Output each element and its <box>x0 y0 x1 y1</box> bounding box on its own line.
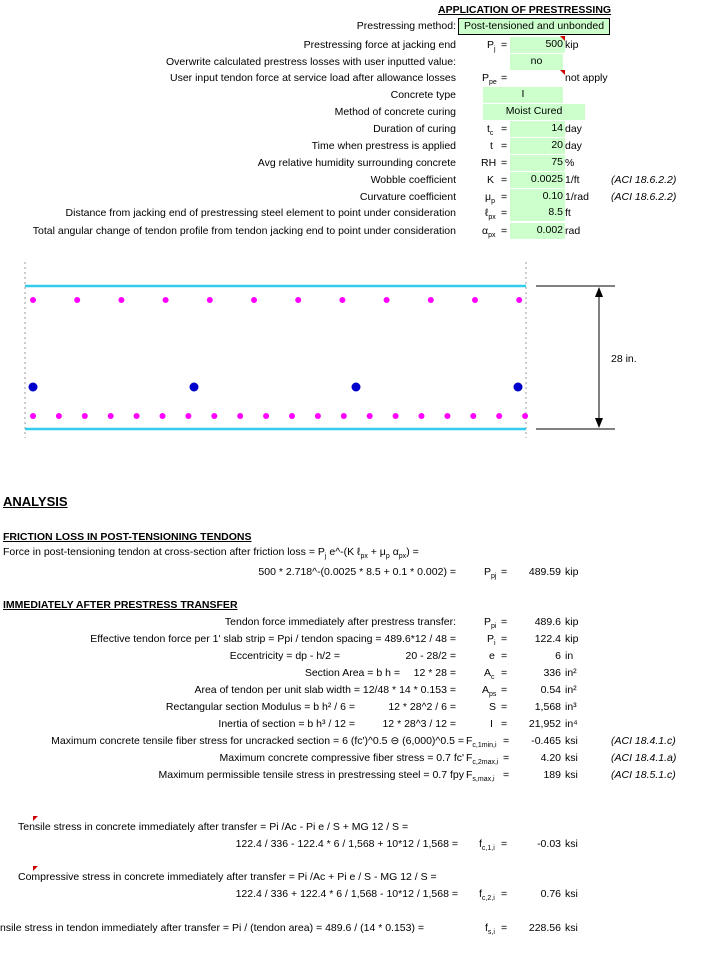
value-eccentricity: 6 <box>555 650 561 662</box>
unit-ksi: ksi <box>565 838 578 850</box>
value-aps: 0.54 <box>540 684 561 696</box>
label-user-tendon-force: User input tendon force at service load after allowance losses <box>170 72 456 84</box>
friction-calculation: 500 * 2.718^-(0.0025 * 8.5 + 0.1 * 0.002) = <box>258 566 456 578</box>
transfer-section-title: IMMEDIATELY AFTER PRESTRESS TRANSFER <box>3 599 238 611</box>
bottom-strand-dot <box>522 413 528 419</box>
unit-kip: kip <box>565 633 579 645</box>
expr-section-modulus: 12 * 28^2 / 6 = <box>388 701 456 713</box>
equals-sign: = <box>501 140 508 152</box>
equals-sign: = <box>501 174 508 186</box>
unit-percent: % <box>565 157 575 169</box>
top-strand-dot <box>251 297 257 303</box>
value-fsmax: 189 <box>543 769 561 781</box>
symbol-ppj: $P_{pj}$ <box>484 566 497 581</box>
symbol-s: S <box>489 701 497 713</box>
label-prestressing-method: Prestressing method: <box>356 20 456 32</box>
top-strand-dot <box>295 297 301 303</box>
symbol-pj: $P_j$ <box>487 39 496 54</box>
symbol-t: t <box>490 140 493 152</box>
symbol-fc2max: $F_{c,2max,i}$ <box>466 752 499 767</box>
dimension-label: 28 in. <box>611 353 637 365</box>
overwrite-losses-dropdown[interactable]: no <box>510 54 563 70</box>
friction-section-title: FRICTION LOSS IN POST-TENSIONING TENDONS <box>3 531 252 543</box>
label-effective-force: Effective tendon force per 1' slab strip = Ppi / tendon spacing = 489.6*12 / 48 = <box>90 633 456 645</box>
unit-kip: kip <box>565 566 579 578</box>
unit-in: in <box>565 650 574 662</box>
equals-sign: = <box>501 718 508 730</box>
tensile-stress-description: Tensile stress in concrete immediately after transfer = Pi /Ac - Pi e / S + MG 12 / S = <box>18 821 409 833</box>
symbol-ppi: $P_{pi}$ <box>484 616 497 631</box>
not-apply-text: not apply <box>565 72 608 84</box>
label-humidity: Avg relative humidity surrounding concrete <box>257 157 456 169</box>
symbol-fsmax: $F_{s,max,i}$ <box>466 769 495 784</box>
bottom-strand-dot <box>263 413 269 419</box>
label-inertia: Inertia of section = b h³ / 12 = <box>218 718 355 730</box>
value-fsi: 228.56 <box>528 922 561 934</box>
unit-in2: in² <box>565 667 577 679</box>
dimension-arrow-top <box>595 287 603 297</box>
value-area: 336 <box>543 667 561 679</box>
value-pi: 122.4 <box>534 633 561 645</box>
reinforcing-bar-dot <box>352 383 361 392</box>
unit-ft: ft <box>565 207 571 219</box>
friction-description: Force in post-tensioning tendon at cross-section after friction loss = $P_j$ e^-(K ℓ$_{px}$ + $\mu_p$ $\alpha_{px}$) = <box>3 546 419 561</box>
equals-sign: = <box>501 72 508 84</box>
label-overwrite-losses: Overwrite calculated prestress losses with user inputted value: <box>165 56 456 68</box>
equals-sign: = <box>503 752 510 764</box>
symbol-aps: $A_{ps}$ <box>482 684 497 699</box>
prestressing-method-dropdown[interactable]: Post-tensioned and unbonded <box>458 18 610 35</box>
label-curvature: Curvature coefficient <box>359 191 456 203</box>
symbol-lpx: ℓ$_{px}$ <box>485 207 496 222</box>
bottom-strand-dot <box>367 413 373 419</box>
jacking-force-input[interactable]: 500 <box>510 37 565 53</box>
symbol-e: e <box>489 650 495 662</box>
bottom-strand-dot <box>341 413 347 419</box>
unit-kip: kip <box>565 39 579 51</box>
symbol-i: I <box>490 718 493 730</box>
symbol-fc1min: $F_{c,1min,i}$ <box>466 735 497 750</box>
value-inertia: 21,952 <box>528 718 561 730</box>
bottom-strand-dot <box>185 413 191 419</box>
symbol-ppe: $P_{pe}$ <box>482 72 497 87</box>
label-section-modulus: Rectangular section Modulus = b h² / 6 = <box>165 701 355 713</box>
unit-kip: kip <box>565 616 579 628</box>
equals-sign: = <box>501 633 508 645</box>
reinforcing-bar-dot <box>514 383 523 392</box>
unit-per-rad: 1/rad <box>565 191 589 203</box>
comment-marker[interactable] <box>560 36 565 41</box>
expr-eccentricity: 20 - 28/2 = <box>405 650 456 662</box>
label-max-compressive-concrete: Maximum concrete compressive fiber stress = 0.7 fc' <box>219 752 464 764</box>
aci-reference: (ACI 18.4.1.c) <box>611 735 676 747</box>
expr-section-area: 12 * 28 = <box>413 667 456 679</box>
equals-sign: = <box>501 39 508 51</box>
equals-sign: = <box>501 157 508 169</box>
bottom-strand-dot <box>496 413 502 419</box>
dimension-arrow-bottom <box>595 418 603 428</box>
value-fc1i: -0.03 <box>537 838 561 850</box>
unit-ksi: ksi <box>565 888 578 900</box>
curvature-input[interactable]: 0.10 <box>510 189 565 205</box>
symbol-k: K <box>487 174 495 186</box>
unit-day: day <box>565 123 582 135</box>
curing-duration-input[interactable]: 14 <box>510 121 565 137</box>
top-strand-dot <box>118 297 124 303</box>
unit-in2: in² <box>565 684 577 696</box>
bottom-strand-dot <box>237 413 243 419</box>
prestress-time-input[interactable]: 20 <box>510 138 565 154</box>
symbol-fsi: $f_{s,i}$ <box>485 922 495 937</box>
label-eccentricity: Eccentricity = dp - h/2 = <box>229 650 340 662</box>
symbol-fc2i: $f_{c,2,i}$ <box>479 888 495 903</box>
concrete-type-dropdown[interactable]: I <box>483 87 563 103</box>
tensile-stress-calculation: 122.4 / 336 - 122.4 * 6 / 1,568 + 10*12 / 1,568 = <box>235 838 458 850</box>
label-curing-duration: Duration of curing <box>373 123 456 135</box>
friction-result-value: 489.59 <box>528 566 561 578</box>
unit-ksi: ksi <box>565 922 578 934</box>
bottom-strand-dot <box>470 413 476 419</box>
top-strand-dot <box>339 297 345 303</box>
analysis-heading: ANALYSIS <box>3 494 68 509</box>
user-tendon-force-input[interactable] <box>510 70 563 86</box>
value-fc2max: 4.20 <box>540 752 561 764</box>
value-ppi: 489.6 <box>534 616 561 628</box>
top-strand-dot <box>516 297 522 303</box>
angular-change-input[interactable]: 0.002 <box>510 223 565 239</box>
bottom-strand-dot <box>160 413 166 419</box>
equals-sign: = <box>501 838 508 850</box>
aci-reference: (ACI 18.6.2.2) <box>611 174 677 186</box>
aci-reference: (ACI 18.4.1.a) <box>611 752 677 764</box>
unit-ksi: ksi <box>565 735 578 747</box>
value-fc2i: 0.76 <box>540 888 561 900</box>
symbol-pi: $P_i$ <box>487 633 496 648</box>
bottom-strand-dot <box>315 413 321 419</box>
equals-sign: = <box>501 888 508 900</box>
equals-sign: = <box>503 735 510 747</box>
unit-in3: in³ <box>565 701 577 713</box>
symbol-alpha-px: $\alpha_{px}$ <box>482 225 496 240</box>
humidity-input[interactable]: 75 <box>510 155 565 171</box>
unit-ksi: ksi <box>565 752 578 764</box>
equals-sign: = <box>501 667 508 679</box>
aci-reference: (ACI 18.5.1.c) <box>611 769 676 781</box>
value-modulus: 1,568 <box>534 701 561 713</box>
bottom-strand-dot <box>82 413 88 419</box>
label-concrete-type: Concrete type <box>390 89 456 101</box>
symbol-mu-p: $\mu_p$ <box>485 191 495 206</box>
bottom-strand-dot <box>419 413 425 419</box>
wobble-input[interactable]: 0.0025 <box>510 172 565 188</box>
label-max-tensile-concrete: Maximum concrete tensile fiber stress for uncracked section = 6 (fc')^0.5 ⊖ (6,000)^0.5 = <box>51 735 464 747</box>
expr-inertia: 12 * 28^3 / 12 = <box>382 718 456 730</box>
top-strand-dot <box>207 297 213 303</box>
top-strand-dot <box>74 297 80 303</box>
label-tendon-force-transfer: Tendon force immediately after prestress transfer: <box>224 616 456 628</box>
bottom-strand-dot <box>393 413 399 419</box>
value-fc1min: -0.465 <box>531 735 561 747</box>
equals-sign: = <box>501 191 508 203</box>
top-strand-dot <box>428 297 434 303</box>
equals-sign: = <box>501 566 508 578</box>
label-max-steel-stress: Maximum permissible tensile stress in prestressing steel = 0.7 fpy <box>158 769 464 781</box>
equals-sign: = <box>501 225 508 237</box>
label-angular-change: Total angular change of tendon profile from tendon jacking end to point under consideration <box>32 225 456 237</box>
label-tendon-area: Area of tendon per unit slab width = 12/48 * 14 * 0.153 = <box>194 684 456 696</box>
unit-rad: rad <box>565 225 581 237</box>
bottom-strand-dot <box>444 413 450 419</box>
equals-sign: = <box>501 922 508 934</box>
unit-ksi: ksi <box>565 769 578 781</box>
compressive-stress-calculation: 122.4 / 336 + 122.4 * 6 / 1,568 - 10*12 / 1,568 = <box>235 888 458 900</box>
curing-method-dropdown[interactable]: Moist Cured <box>483 104 585 120</box>
unit-per-ft: 1/ft <box>565 174 580 186</box>
compressive-stress-description: Compressive stress in concrete immediately after transfer = Pi /Ac + Pi e / S - MG 12 / S = <box>18 871 437 883</box>
bottom-strand-dot <box>56 413 62 419</box>
bottom-strand-dot <box>108 413 114 419</box>
equals-sign: = <box>503 769 510 781</box>
section-title-application: APPLICATION OF PRESTRESSING <box>438 4 612 16</box>
equals-sign: = <box>501 123 508 135</box>
equals-sign: = <box>501 684 508 696</box>
top-strand-dot <box>384 297 390 303</box>
equals-sign: = <box>501 616 508 628</box>
symbol-fc1i: $f_{c,1,i}$ <box>479 838 495 853</box>
equals-sign: = <box>501 207 508 219</box>
equals-sign: = <box>501 650 508 662</box>
slab-section-figure <box>0 260 715 440</box>
label-curing-method: Method of concrete curing <box>334 106 456 118</box>
reinforcing-bar-dot <box>190 383 199 392</box>
tendon-stress-description: nsile stress in tendon immediately after transfer = Pi / (tendon area) = 489.6 / (14 * 0.153) = <box>0 922 425 934</box>
bottom-strand-dot <box>289 413 295 419</box>
label-section-area: Section Area = b h = <box>304 667 400 679</box>
top-strand-dot <box>30 297 36 303</box>
label-prestress-time: Time when prestress is applied <box>311 140 456 152</box>
top-strand-dot <box>163 297 169 303</box>
equals-sign: = <box>501 701 508 713</box>
top-strand-dot <box>472 297 478 303</box>
label-jacking-force: Prestressing force at jacking end <box>303 39 456 51</box>
bottom-strand-dot <box>30 413 36 419</box>
bottom-strand-dot <box>134 413 140 419</box>
aci-reference: (ACI 18.6.2.2) <box>611 191 677 203</box>
unit-in4: in⁴ <box>565 718 578 730</box>
symbol-ac: $A_c$ <box>484 667 495 682</box>
reinforcing-bar-dot <box>29 383 38 392</box>
distance-input[interactable]: 8.5 <box>510 205 565 221</box>
label-distance-jacking: Distance from jacking end of prestressing steel element to point under consideration <box>65 207 456 219</box>
friction-desc-text: Force in post-tensioning tendon at cross-section after friction loss = <box>3 546 315 558</box>
unit-day: day <box>565 140 582 152</box>
label-wobble: Wobble coefficient <box>370 174 456 186</box>
symbol-tc: $t_c$ <box>487 123 494 138</box>
symbol-rh: RH <box>481 157 497 169</box>
bottom-strand-dot <box>211 413 217 419</box>
